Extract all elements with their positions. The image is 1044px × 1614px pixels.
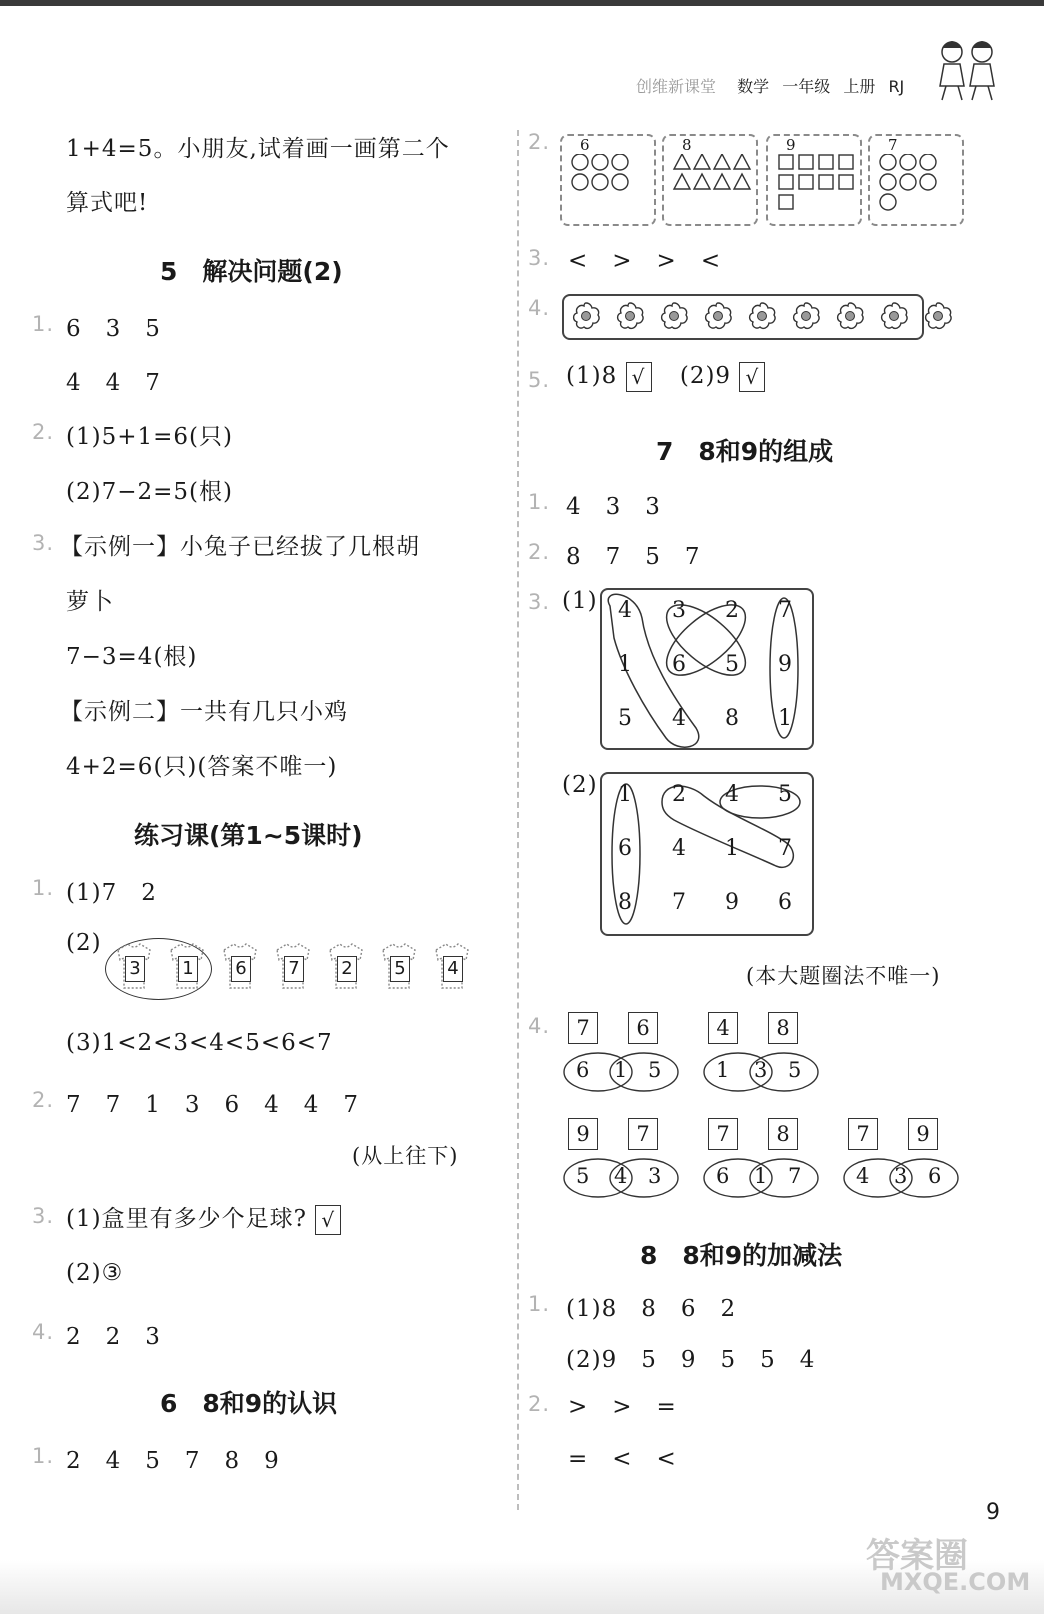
venn-number: 1: [614, 1058, 628, 1082]
square-mark: [779, 175, 793, 189]
circle-mark: [880, 174, 896, 190]
question-number: 2.: [32, 420, 55, 444]
circle-mark: [592, 154, 608, 170]
circle-mark: [880, 154, 896, 170]
question-number: 3.: [32, 531, 55, 555]
watermark-logo: 答案圈: [866, 1536, 968, 1576]
section-7-title: 7 8和9的组成: [656, 437, 834, 466]
top-edge: [0, 0, 1044, 6]
question-number: 1.: [32, 312, 55, 336]
grid-number: 5: [618, 706, 632, 731]
answer-line: (1)7 2: [66, 880, 157, 906]
venn-number: 3: [648, 1164, 662, 1188]
shirt-number: 4: [443, 956, 463, 982]
number-box: 7: [708, 1118, 738, 1150]
triangle-mark: [674, 154, 690, 169]
square-mark: [799, 175, 813, 189]
venn-number: 3: [754, 1058, 768, 1082]
check-box: √: [739, 362, 765, 392]
answer-line: (1)8 8 6 2: [566, 1296, 737, 1322]
part-label: (1): [562, 588, 598, 614]
answer-text: (2)9: [679, 363, 732, 389]
venn-number: 3: [894, 1164, 908, 1188]
shirt-number: 5: [390, 956, 410, 982]
answer-line: 【示例二】一共有几只小鸡: [60, 699, 348, 725]
venn-number: 4: [856, 1164, 870, 1188]
grid-number: 7: [778, 836, 792, 861]
number-box: 9: [568, 1118, 598, 1150]
grade: 一年级: [782, 77, 831, 96]
grid-number: 5: [725, 652, 739, 677]
grid-number: 1: [618, 782, 632, 807]
answer-line: (1)5+1=6(只): [66, 424, 233, 450]
grid-number: 9: [778, 652, 792, 677]
question-number: 4.: [528, 1014, 551, 1038]
answer-line: 萝卜: [66, 589, 114, 615]
answer-line: [66, 1200, 341, 1235]
question-number: 3.: [528, 246, 551, 270]
number-box: 7: [568, 1012, 598, 1044]
answer-line: < > > <: [568, 248, 722, 274]
flower-icon: [922, 300, 954, 332]
triangle-mark: [734, 174, 750, 189]
circle-mark: [572, 174, 588, 190]
answer-line: 7−3=4(根): [66, 644, 198, 670]
shirt-item: [114, 942, 154, 990]
volume: 上册: [843, 77, 876, 96]
grid-number: 1: [778, 706, 792, 731]
shirt-number: 1: [178, 956, 198, 982]
shirt-number: 6: [231, 956, 251, 982]
grid-number: 7: [778, 598, 792, 623]
circle-mark: [612, 154, 628, 170]
question-number: 3.: [32, 1204, 55, 1228]
grid-number: 2: [672, 782, 686, 807]
check-box: √: [315, 1205, 341, 1235]
answer-line: 4+2=6(只)(答案不唯一): [66, 754, 338, 780]
grid-number: 5: [778, 782, 792, 807]
circle-mark: [612, 174, 628, 190]
question-number: 1.: [32, 1444, 55, 1468]
subject: 数学: [737, 77, 770, 96]
triangle-shapes: [672, 154, 756, 220]
shirt-number: 2: [337, 956, 357, 982]
circle-mark: [920, 154, 936, 170]
question-number: 3.: [528, 590, 551, 614]
grid-number: 7: [672, 890, 686, 915]
circle-mark: [572, 154, 588, 170]
square-mark: [839, 155, 853, 169]
check-box: √: [626, 362, 652, 392]
square-mark: [819, 155, 833, 169]
shirt-item: [432, 942, 472, 990]
question-number: 1.: [528, 490, 551, 514]
answer-text: (1)8: [566, 363, 618, 389]
flower-icon: [746, 300, 778, 332]
brand-name: 创维新课堂: [636, 77, 717, 96]
grid-number: 8: [618, 890, 632, 915]
grid-number: 9: [725, 890, 739, 915]
circle-mark: [900, 174, 916, 190]
answer-line: 6 3 5: [66, 316, 161, 342]
part-label: (2): [562, 772, 598, 798]
answer-line: (2)③: [66, 1260, 124, 1286]
answer-line: 2 2 3: [66, 1324, 161, 1350]
triangle-mark: [694, 154, 710, 169]
children-illustration-icon: [930, 34, 1010, 104]
answer-line: [566, 362, 765, 392]
circle-shapes: [570, 154, 654, 220]
question-number: 2.: [528, 1392, 551, 1416]
circle-mark: [920, 174, 936, 190]
shirt-item: [167, 942, 207, 990]
square-mark: [779, 155, 793, 169]
venn-number: 7: [788, 1164, 802, 1188]
shirt-item: [379, 942, 419, 990]
page-header: [636, 74, 912, 97]
grid-number: 4: [672, 836, 686, 861]
group-label: 7: [888, 136, 898, 154]
venn-number: 6: [716, 1164, 730, 1188]
number-box: 8: [768, 1118, 798, 1150]
section-8-title: 8 8和9的加减法: [640, 1241, 843, 1270]
answer-text: (1)盒里有多少个足球?: [66, 1206, 307, 1232]
answer-line: 7 7 1 3 6 4 4 7: [66, 1092, 360, 1118]
number-box: 7: [848, 1118, 878, 1150]
answer-note: (本大题圈法不唯一): [746, 964, 941, 988]
triangle-mark: [694, 174, 710, 189]
venn-number: 5: [648, 1058, 662, 1082]
square-mark: [779, 195, 793, 209]
shirt-item: [220, 942, 260, 990]
number-box: 6: [628, 1012, 658, 1044]
venn-number: 1: [716, 1058, 730, 1082]
grid-number: 3: [672, 598, 686, 623]
shirt-item: [273, 942, 313, 990]
venn-number: 6: [576, 1058, 590, 1082]
flower-icon: [614, 300, 646, 332]
triangle-mark: [674, 174, 690, 189]
answer-line: (2)9 5 9 5 5 4: [566, 1347, 816, 1373]
shirt-number: 3: [125, 956, 145, 982]
venn-number: 5: [576, 1164, 590, 1188]
shirt-number: 7: [284, 956, 304, 982]
question-number: 1.: [528, 1292, 551, 1316]
number-box: 9: [908, 1118, 938, 1150]
intro-line-1: 1+4=5。小朋友,试着画一画第二个: [66, 136, 450, 162]
venn-number: 4: [614, 1164, 628, 1188]
section-5-title: 5 解决问题(2): [160, 257, 343, 286]
group-label: 8: [682, 136, 692, 154]
answer-line: = < <: [568, 1446, 677, 1472]
venn-number: 5: [788, 1058, 802, 1082]
page-number: 9: [986, 1500, 1000, 1525]
grid-number: 1: [725, 836, 739, 861]
circle-mark: [880, 194, 896, 210]
grid-number: 2: [725, 598, 739, 623]
triangle-mark: [734, 154, 750, 169]
square-mark: [799, 155, 813, 169]
question-number: 1.: [32, 876, 55, 900]
question-number: 2.: [32, 1088, 55, 1112]
group-label: 9: [786, 136, 796, 154]
circle-shapes: [878, 154, 962, 220]
number-box: 7: [628, 1118, 658, 1150]
grid-number: 4: [672, 706, 686, 731]
question-number: 4.: [528, 296, 551, 320]
flower-icon: [658, 300, 690, 332]
flower-icon: [878, 300, 910, 332]
answer-line: 4 3 3: [566, 494, 661, 520]
venn-number: 6: [928, 1164, 942, 1188]
watermark-url: MXQE.COM: [880, 1568, 1031, 1596]
circle-mark: [592, 174, 608, 190]
answer-line: 8 7 5 7: [566, 544, 701, 570]
number-box: 4: [708, 1012, 738, 1044]
square-mark: [819, 175, 833, 189]
circle-mark: [900, 154, 916, 170]
grid-number: 4: [618, 598, 632, 623]
answer-line: 【示例一】小兔子已经拔了几根胡: [60, 534, 420, 560]
intro-line-2: 算式吧!: [66, 190, 149, 216]
venn-number: 1: [754, 1164, 768, 1188]
question-number: 2.: [528, 540, 551, 564]
square-shapes: [776, 154, 860, 220]
question-number: 2.: [528, 130, 551, 154]
answer-note: (从上往下): [352, 1144, 459, 1168]
lesson-title: 练习课(第1~5课时): [134, 821, 363, 850]
number-box: 8: [768, 1012, 798, 1044]
triangle-mark: [714, 174, 730, 189]
grid-number: 8: [725, 706, 739, 731]
answer-line: 4 4 7: [66, 370, 161, 396]
answer-line: (2)7−2=5(根): [66, 479, 233, 505]
grid-number: 1: [618, 652, 632, 677]
answer-line: 2 4 5 7 8 9: [66, 1448, 280, 1474]
answer-line: > > =: [568, 1394, 677, 1420]
question-number: 5.: [528, 368, 551, 392]
column-divider: [517, 130, 519, 1510]
grid-number: 6: [778, 890, 792, 915]
edition: RJ: [888, 77, 905, 96]
square-mark: [839, 175, 853, 189]
section-6-title: 6 8和9的认识: [160, 1389, 338, 1418]
group-label: 6: [580, 136, 590, 154]
answer-line: (2): [66, 930, 102, 956]
flower-icon: [702, 300, 734, 332]
grid-number: 6: [672, 652, 686, 677]
answer-line: (3)1<2<3<4<5<6<7: [66, 1030, 333, 1056]
grid-number: 6: [618, 836, 632, 861]
question-number: 4.: [32, 1320, 55, 1344]
flower-icon: [570, 300, 602, 332]
triangle-mark: [714, 154, 730, 169]
grid-number: 4: [725, 782, 739, 807]
flower-icon: [834, 300, 866, 332]
flower-icon: [790, 300, 822, 332]
shirt-item: [326, 942, 366, 990]
